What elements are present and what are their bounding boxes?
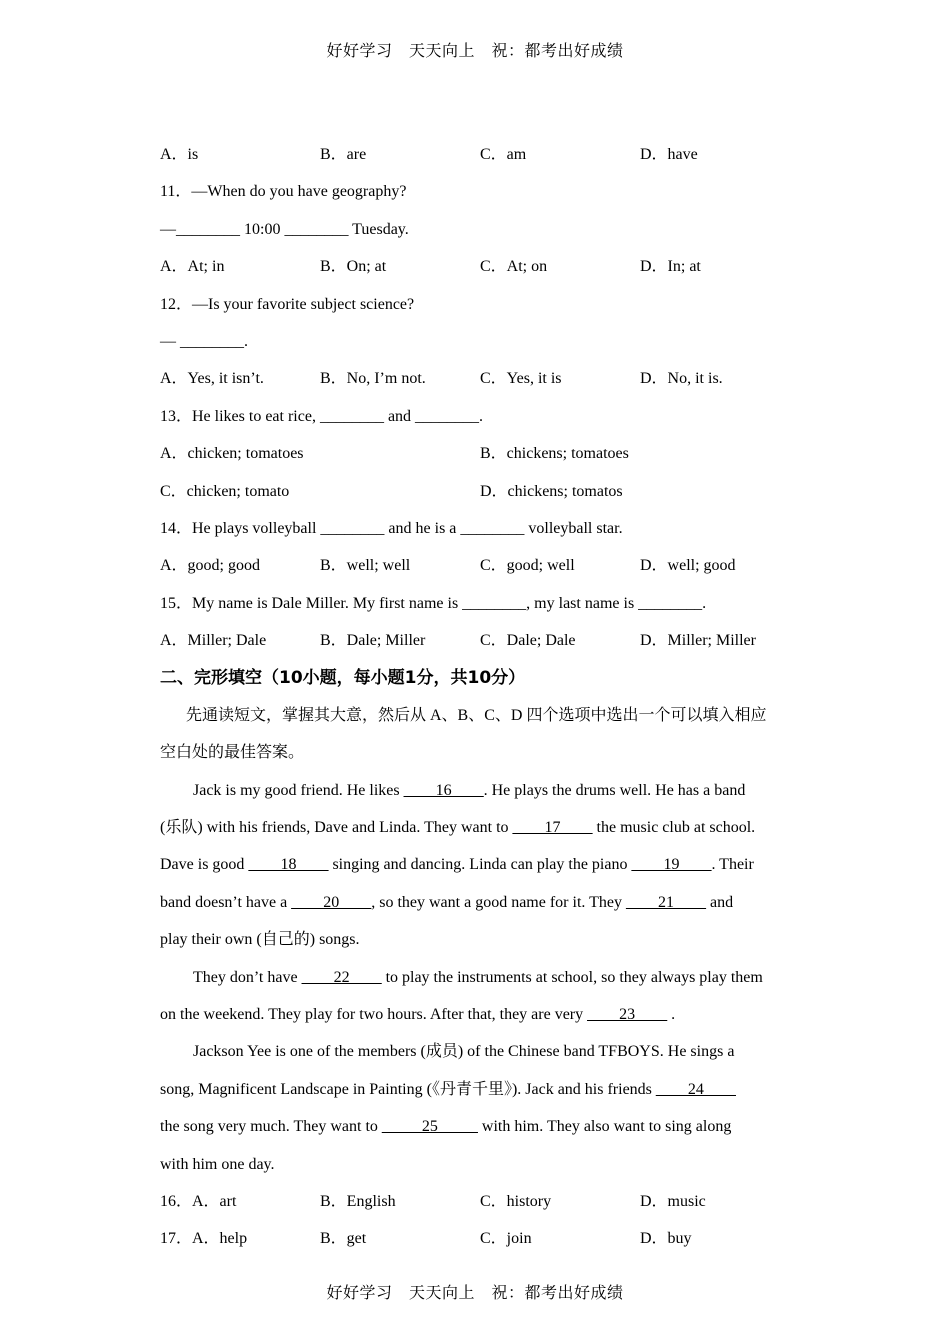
passage-text: singing and dancing. Linda can play the piano: [328, 856, 632, 874]
q11-question: 11．—When do you have geography?: [160, 183, 407, 201]
passage-text: to play the instruments at school, so they always play them: [381, 968, 763, 986]
page-header: 好好学习 天天向上 祝：都考出好成绩: [326, 43, 624, 60]
option-b[interactable]: B．Dale; Miller: [320, 632, 426, 650]
option-a[interactable]: 16．A．art: [160, 1192, 237, 1210]
q15-question: 15．My name is Dale Miller. My first name is ________, my last name is ________.: [160, 594, 707, 612]
q13-options-row1: [160, 443, 800, 480]
q12-question: 12．—Is your favorite subject science?: [160, 295, 415, 313]
option-a[interactable]: A．is: [160, 146, 199, 163]
q12-answer-line: — ________.: [160, 332, 248, 350]
passage-line: [160, 780, 800, 817]
passage-text: band doesn’t have a: [160, 893, 292, 911]
passage-text: (乐队) with his friends, Dave and Linda. They want to: [160, 819, 513, 837]
blank-22: ____22____: [301, 968, 382, 986]
option-d[interactable]: D．chickens; tomatos: [480, 482, 623, 500]
passage-line: [160, 1079, 800, 1116]
passage-text: They don’t have: [193, 968, 302, 986]
section-instruction: 先通读短文，掌握其大意，然后从 A、B、C、D 四个选项中选出一个可以填入相应: [186, 706, 767, 724]
q11-options: [160, 256, 800, 293]
passage-line: [160, 929, 800, 966]
option-d[interactable]: D．well; good: [640, 557, 736, 575]
option-d[interactable]: D．In; at: [640, 258, 701, 276]
option-c[interactable]: C．At; on: [480, 258, 548, 276]
option-a[interactable]: A．At; in: [160, 258, 225, 276]
option-b[interactable]: B．No, I’m not.: [320, 370, 426, 388]
passage-text: the song very much. They want to: [160, 1118, 382, 1136]
q11-answer-line: —________ 10:00 ________ Tuesday.: [160, 220, 409, 238]
blank-25: _____25_____: [381, 1118, 478, 1136]
page-footer: 好好学习 天天向上 祝：都考出好成绩: [326, 1285, 624, 1302]
section-title: 二、完形填空（10小题，每小题1分，共10分）: [160, 668, 526, 689]
q14-options: [160, 555, 800, 592]
passage-text: Jackson Yee is one of the members (成员) of the Chinese band TFBOYS. He sings a: [193, 1043, 735, 1061]
passage-line: [160, 1116, 800, 1153]
option-c[interactable]: C．history: [480, 1192, 552, 1210]
q14-question: 14．He plays volleyball ________ and he is a ________ volleyball star.: [160, 519, 623, 537]
option-a[interactable]: A．Miller; Dale: [160, 632, 267, 650]
option-a[interactable]: A．chicken; tomatoes: [160, 445, 304, 463]
option-a[interactable]: A．good; good: [160, 557, 261, 575]
q13-options-row2: [160, 481, 800, 518]
option-c[interactable]: C．chicken; tomato: [160, 482, 290, 500]
option-c[interactable]: C．Dale; Dale: [480, 632, 576, 650]
option-b[interactable]: B．English: [320, 1192, 396, 1210]
blank-24: ____24____: [655, 1080, 736, 1098]
passage-text: with him one day.: [160, 1155, 275, 1173]
option-b[interactable]: B．get: [320, 1230, 367, 1248]
passage-text: . He plays the drums well. He has a band: [483, 781, 746, 799]
passage-line: [160, 1041, 800, 1078]
option-d[interactable]: D．have: [640, 146, 698, 163]
q15-options: [160, 630, 800, 667]
passage-text: Dave is good: [160, 856, 249, 874]
blank-19: ____19____: [631, 856, 712, 874]
blank-20: ____20____: [291, 893, 372, 911]
option-b[interactable]: B．are: [320, 146, 367, 163]
section-instruction-cont: 空白处的最佳答案。: [160, 744, 305, 762]
passage-text: Jack is my good friend. He likes: [193, 781, 404, 799]
blank-23: ____23____: [587, 1005, 668, 1023]
q17-options: [160, 1228, 800, 1265]
option-b[interactable]: B．chickens; tomatoes: [480, 445, 629, 463]
passage-line: [160, 1004, 800, 1041]
passage-line: [160, 892, 800, 929]
passage-line: [160, 1154, 800, 1191]
option-a[interactable]: 17．A．help: [160, 1230, 248, 1248]
passage-text: song, Magnificent Landscape in Painting (《丹青千里》). Jack and his friends: [160, 1080, 656, 1098]
option-c[interactable]: C．am: [480, 146, 527, 163]
q16-options: [160, 1191, 800, 1228]
option-c[interactable]: C．join: [480, 1230, 532, 1248]
q10-options: [160, 144, 800, 181]
option-c[interactable]: C．good; well: [480, 557, 575, 575]
option-d[interactable]: D．buy: [640, 1230, 692, 1248]
page-content: [160, 144, 800, 1266]
blank-17: ____17____: [512, 819, 593, 837]
passage-text: play their own (自己的) songs.: [160, 931, 360, 949]
passage-line: [160, 817, 800, 854]
option-c[interactable]: C．Yes, it is: [480, 370, 562, 388]
passage-text: on the weekend. They play for two hours. After that, they are very: [160, 1005, 588, 1023]
passage-text: with him. They also want to sing along: [477, 1118, 732, 1136]
q12-options: [160, 368, 800, 405]
passage-text: . Their: [711, 856, 754, 874]
option-b[interactable]: B．well; well: [320, 557, 411, 575]
blank-18: ____18____: [248, 856, 329, 874]
option-d[interactable]: D．No, it is.: [640, 370, 723, 388]
option-b[interactable]: B．On; at: [320, 258, 387, 276]
passage-text: and: [705, 893, 734, 911]
passage-line: [160, 854, 800, 891]
passage-line: [160, 967, 800, 1004]
option-d[interactable]: D．music: [640, 1192, 706, 1210]
passage-text: , so they want a good name for it. They: [371, 893, 626, 911]
blank-16: ____16____: [403, 781, 484, 799]
passage-text: the music club at school.: [592, 819, 756, 837]
passage-text: .: [667, 1005, 676, 1023]
option-a[interactable]: A．Yes, it isn’t.: [160, 370, 264, 388]
option-d[interactable]: D．Miller; Miller: [640, 632, 756, 650]
q13-question: 13．He likes to eat rice, ________ and ________.: [160, 407, 484, 425]
blank-21: ____21____: [625, 893, 706, 911]
